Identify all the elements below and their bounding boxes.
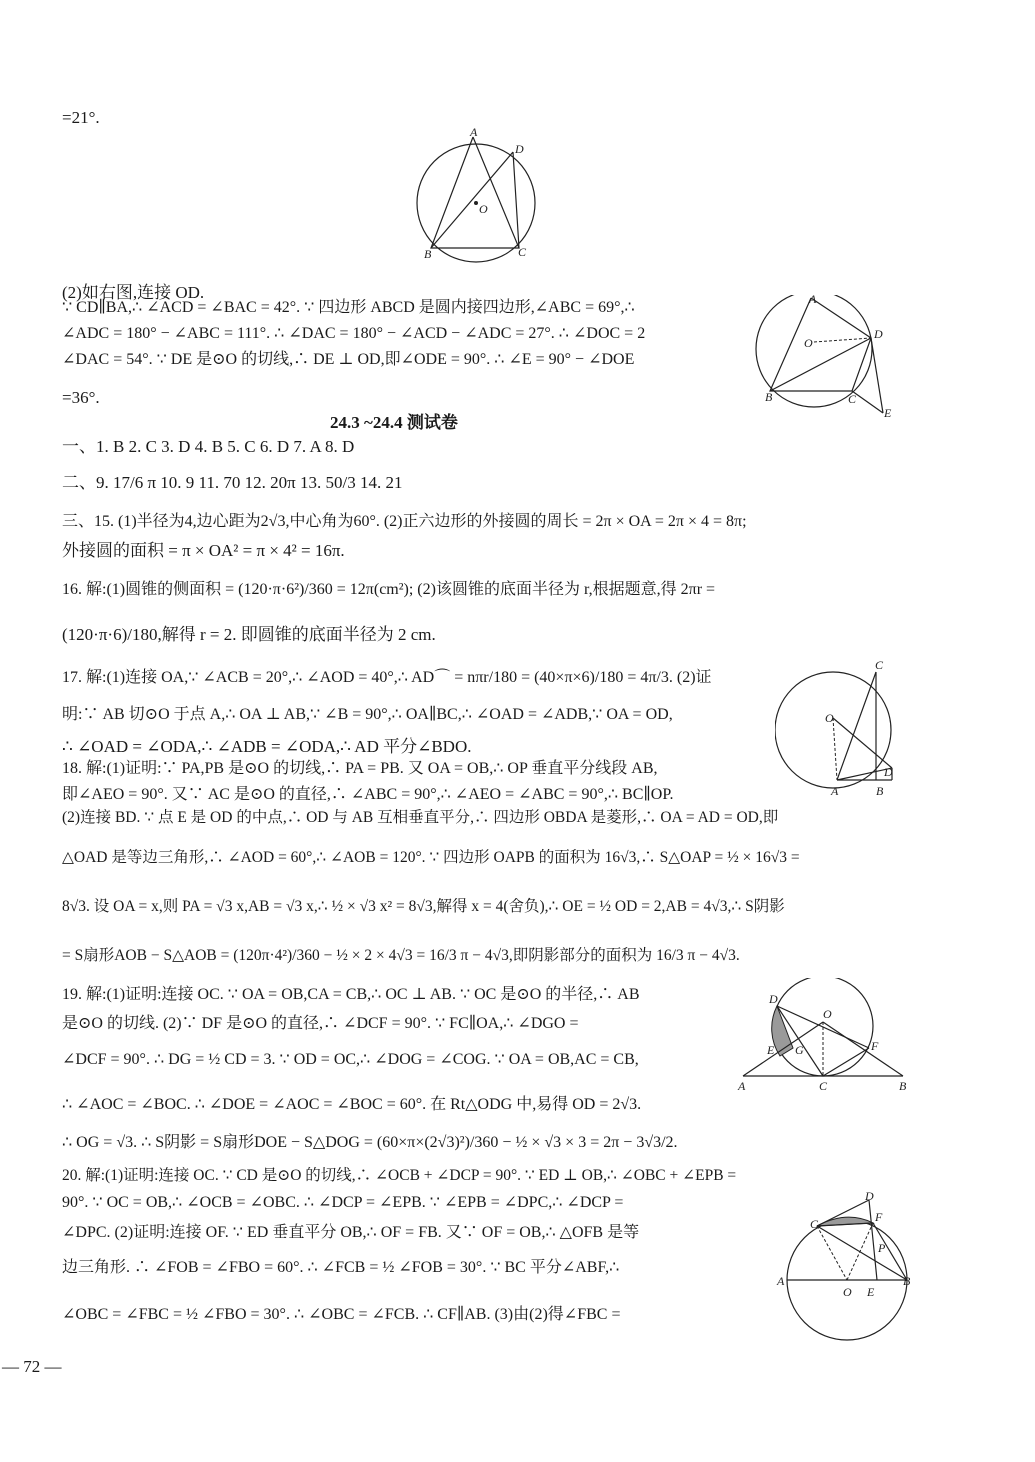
text-line: =36°. <box>62 388 100 407</box>
svg-text:D: D <box>874 327 883 341</box>
svg-text:C: C <box>819 1079 828 1093</box>
text-line: 16. 解:(1)圆锥的侧面积 = (120·π·6²)/360 = 12π(cm²); (2)该圆锥的底面半径为 r,根据题意,得 2πr = <box>62 581 716 598</box>
figure-problem-19 <box>735 978 915 1093</box>
text-line: ∠DCF = 90°. ∴ DG = ½ CD = 3. ∵ OD = OC,∴ ∠DOG = ∠COG. ∵ OA = OB,AC = CB, <box>62 1051 639 1068</box>
text-line: 明:∵ AB 切⊙O 于点 A,∴ OA ⊥ AB,∵ ∠B = 90°,∴ OA∥BC,∴ ∠OAD = ∠ADB,∵ OA = OD, <box>62 706 673 723</box>
text-line: 外接圆的面积 = π × OA² = π × 4² = 16π. <box>62 541 345 560</box>
text-line: 是⊙O 的切线. (2)∵ DF 是⊙O 的直径,∴ ∠DCF = 90°. ∵ FC∥OA,∴ ∠DGO = <box>62 1015 579 1032</box>
text-line: ∴ ∠AOC = ∠BOC. ∴ ∠DOE = ∠AOC = ∠BOC = 60°. 在 Rt△ODG 中,易得 OD = 2√3. <box>62 1096 642 1113</box>
svg-text:D: D <box>865 1189 874 1203</box>
text-line: ∵ CD∥BA,∴ ∠ACD = ∠BAC = 42°. ∵ 四边形 ABCD 是圆内接四边形,∠ABC = 69°,∴ <box>62 299 635 316</box>
svg-text:E: E <box>867 1285 875 1299</box>
text-line: ∴ OG = √3. ∴ S阴影 = S扇形DOE − S△DOG = (60×π×(2√3)²)/360 − ½ × √3 × 3 = 2π − 3√3/2. <box>62 1134 678 1151</box>
text-line: ∠ADC = 180° − ∠ABC = 111°. ∴ ∠DAC = 180° − ∠ACD − ∠ADC = 27°. ∴ ∠DOC = 2 <box>62 325 646 342</box>
svg-text:A: A <box>738 1079 746 1093</box>
svg-text:O: O <box>479 202 488 216</box>
svg-text:E: E <box>767 1043 775 1057</box>
svg-text:G: G <box>795 1043 804 1057</box>
text-line: 18. 解:(1)证明:∵ PA,PB 是⊙O 的切线,∴ PA = PB. 又 OA = OB,∴ OP 垂直平分线段 AB, <box>62 760 658 777</box>
text-line: 19. 解:(1)证明:连接 OC. ∵ OA = OB,CA = CB,∴ OC ⊥ AB. ∵ OC 是⊙O 的半径,∴ AB <box>62 986 640 1003</box>
svg-text:O: O <box>825 711 834 725</box>
figure-problem-20 <box>775 1188 920 1343</box>
svg-text:C: C <box>518 245 527 259</box>
figure-circle-abcd <box>410 125 560 265</box>
svg-text:E: E <box>884 406 892 420</box>
svg-text:C: C <box>875 660 884 672</box>
text-line: ∠OBC = ∠FBC = ½ ∠FBO = 30°. ∴ ∠OBC = ∠FCB. ∴ CF∥AB. (3)由(2)得∠FBC = <box>62 1306 621 1323</box>
text-line: ∠DPC. (2)证明:连接 OF. ∵ ED 垂直平分 OB,∴ OF = FB. 又∵ OF = OB,∴ △OFB 是等 <box>62 1224 640 1241</box>
text-line: (120·π·6)/180,解得 r = 2. 即圆锥的底面半径为 2 cm. <box>62 625 436 644</box>
svg-text:P: P <box>878 1241 886 1255</box>
svg-text:B: B <box>899 1079 907 1093</box>
text-line: 20. 解:(1)证明:连接 OC. ∵ CD 是⊙O 的切线,∴ ∠OCB + ∠DCP = 90°. ∵ ED ⊥ OB,∴ ∠OBC + ∠EPB = <box>62 1167 737 1184</box>
text-line: 边三角形. ∴ ∠FOB = ∠FBO = 60°. ∴ ∠FCB = ½ ∠FOB = 30°. ∵ BC 平分∠ABF,∴ <box>62 1259 620 1276</box>
svg-text:A: A <box>809 295 817 306</box>
text-line: 8√3. 设 OA = x,则 PA = √3 x,AB = √3 x,∴ ½ × √3 x² = 8√3,解得 x = 4(舍负),∴ OE = ½ OD = 2,AB = 4√3,∴ S阴影 <box>62 898 785 915</box>
svg-text:A: A <box>831 784 839 798</box>
text-line: = S扇形AOB − S△AOB = (120π·4²)/360 − ½ × 2 × 4√3 = 16/3 π − 4√3,即阴影部分的面积为 16/3 π − 4√3. <box>62 947 740 964</box>
svg-text:A: A <box>777 1274 785 1288</box>
text-line: ∠DAC = 54°. ∵ DE 是⊙O 的切线,∴ DE ⊥ OD,即∠ODE = 90°. ∴ ∠E = 90° − ∠DOE <box>62 351 635 368</box>
section-title: 24.3 ~24.4 测试卷 <box>330 413 458 432</box>
svg-text:O: O <box>823 1007 832 1021</box>
svg-text:B: B <box>876 784 884 798</box>
svg-text:B: B <box>903 1274 911 1288</box>
svg-text:F: F <box>871 1039 879 1053</box>
text-line: 即∠AEO = 90°. 又∵ AC 是⊙O 的直径,∴ ∠ABC = 90°,∴ ∠AEO = ∠ABC = 90°,∴ BC∥OP. <box>62 786 674 803</box>
svg-text:D: D <box>884 765 893 779</box>
svg-text:D: D <box>769 992 778 1006</box>
svg-text:D: D <box>515 142 524 156</box>
text-line: 三、15. (1)半径为4,边心距为2√3,中心角为60°. (2)正六边形的外接圆的周长 = 2π × OA = 2π × 4 = 8π; <box>62 513 747 530</box>
svg-text:C: C <box>848 392 857 406</box>
svg-text:F: F <box>875 1210 883 1224</box>
text-line: ∴ ∠OAD = ∠ODA,∴ ∠ADB = ∠ODA,∴ AD 平分∠BDO. <box>62 737 472 756</box>
figure-tangent-de <box>748 295 898 425</box>
svg-text:O: O <box>843 1285 852 1299</box>
text-line: △OAD 是等边三角形,∴ ∠AOD = 60°,∴ ∠AOB = 120°. ∵ 四边形 OAPB 的面积为 16√3,∴ S△OAP = ½ × 16√3 = <box>62 849 800 866</box>
svg-text:B: B <box>424 247 432 261</box>
page-number: — 72 — <box>2 1357 62 1376</box>
answer-line: 二、9. 17/6 π 10. 9 11. 70 12. 20π 13. 50/3 14. 21 <box>62 473 403 492</box>
text-line: 90°. ∵ OC = OB,∴ ∠OCB = ∠OBC. ∴ ∠DCP = ∠EPB. ∵ ∠EPB = ∠DPC,∴ ∠DCP = <box>62 1194 624 1211</box>
svg-text:A: A <box>470 125 478 139</box>
text-line: (2)如右图,连接 OD. <box>62 283 205 302</box>
svg-text:O: O <box>804 336 813 350</box>
text-line: =21°. <box>62 108 100 127</box>
answer-line: 一、1. B 2. C 3. D 4. B 5. C 6. D 7. A 8. D <box>62 437 355 456</box>
figure-problem-17 <box>775 660 905 800</box>
svg-text:C: C <box>810 1217 819 1231</box>
svg-text:B: B <box>765 390 773 404</box>
text-line: (2)连接 BD. ∵ 点 E 是 OD 的中点,∴ OD 与 AB 互相垂直平分,∴ 四边形 OBDA 是菱形,∴ OA = AD = OD,即 <box>62 809 779 826</box>
text-line: 17. 解:(1)连接 OA,∵ ∠ACB = 20°,∴ ∠AOD = 40°,∴ AD⌒ = nπr/180 = (40×π×6)/180 = 4π/3. (2)证 <box>62 669 712 686</box>
